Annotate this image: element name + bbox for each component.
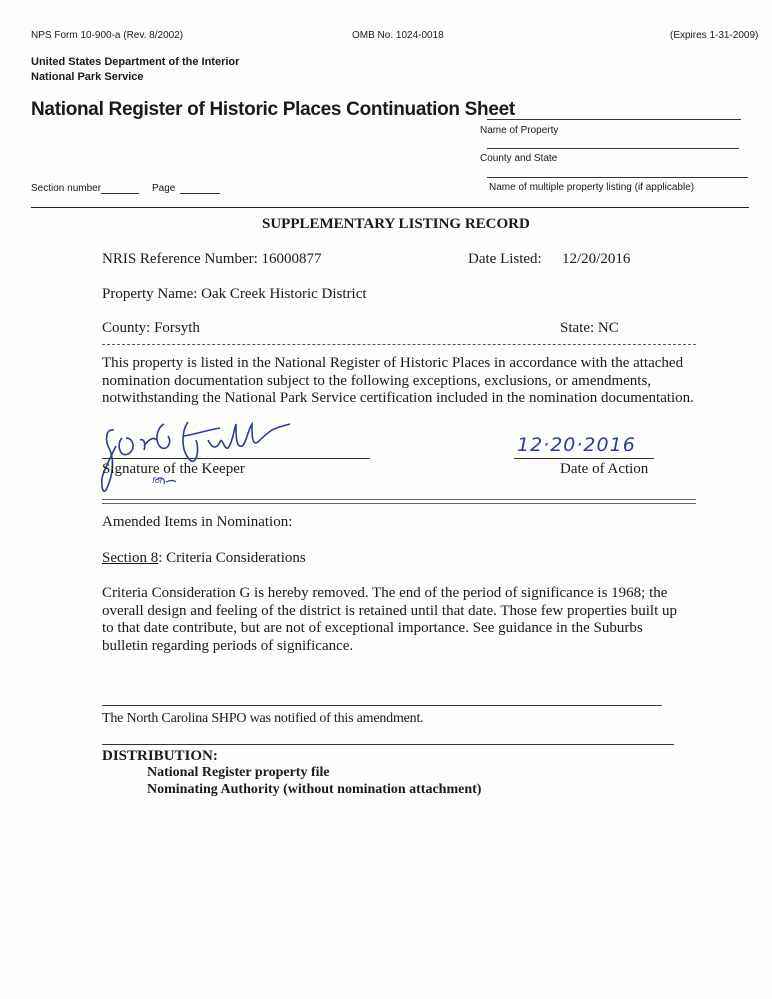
omb-number: OMB No. 1024-0018 [352,30,444,41]
page-label: Page [152,183,176,194]
date-of-action-line [514,458,654,459]
date-listed-label: Date Listed: [468,251,542,267]
signature-label: Signature of the Keeper [102,461,245,477]
statement-line: notwithstanding the National Park Service certification included in the nomination documentation. [102,390,694,406]
distribution-label: DISTRIBUTION: [102,748,218,764]
expiration-date: (Expires 1-31-2009) [670,30,759,41]
page-field [180,193,220,194]
distribution-top-line [102,744,674,745]
keeper-signature [96,410,296,500]
section-heading [102,550,306,567]
section-title: : Criteria Considerations [158,550,306,566]
header-divider [31,207,749,208]
state [560,320,619,337]
property-name [102,286,367,303]
property-name-label: Property Name: [102,286,198,302]
county-label: County: [102,320,151,336]
distribution-item: Nominating Authority (without nomination attachment) [147,782,482,797]
criteria-paragraph [102,585,677,655]
multiple-listing-line [487,177,748,178]
criteria-line: Criteria Consideration G is hereby removed. The end of the period of significance is 1968; the [102,585,668,601]
criteria-line: overall design and feeling of the district is retained until that date. Those few properties built up [102,602,677,619]
nris-reference [102,251,322,268]
county-value: Forsyth [154,320,200,336]
double-rule-separator [102,499,696,504]
page-title: National Register of Historic Places Continuation Sheet [31,99,515,120]
county [102,320,200,337]
record-heading: SUPPLEMENTARY LISTING RECORD [262,216,530,232]
name-of-property-line [487,119,741,120]
county-state-label: County and State [480,153,558,164]
nris-label: NRIS Reference Number: [102,251,258,267]
handwritten-date: 12·20·2016 [517,434,636,456]
dashed-separator [102,344,696,345]
department-name: United States Department of the Interior [31,56,240,68]
date-of-action-label: Date of Action [560,461,649,477]
certification-statement [102,355,694,408]
distribution-item: National Register property file [147,765,330,780]
section-number-field [101,193,139,194]
statement-line: nomination documentation subject to the following exceptions, exclusions, or amendments, [102,372,652,389]
section-number-heading: Section 8 [102,550,159,566]
shpo-top-line [102,705,662,706]
criteria-line: to that date contribute, but are not of exceptional importance. See guidance in the Suburbs [102,620,643,636]
name-of-property-label: Name of Property [480,125,559,136]
form-number: NPS Form 10-900-a (Rev. 8/2002) [31,30,184,41]
property-name-value: Oak Creek Historic District [201,286,367,302]
state-value: NC [597,320,619,336]
state-label: State: [560,320,595,336]
nris-value: 16000877 [261,251,322,267]
signature-for-note: for [152,476,163,485]
shpo-note: The North Carolina SHPO was notified of this amendment. [102,711,424,726]
agency-name: National Park Service [31,71,144,83]
multiple-listing-label: Name of multiple property listing (if applicable) [489,182,695,193]
amended-items-label: Amended Items in Nomination: [102,514,293,530]
criteria-line: bulletin regarding periods of significance. [102,637,354,654]
date-listed-value: 12/20/2016 [562,251,631,267]
section-number-label: Section number [31,183,102,194]
county-state-line [487,148,739,149]
statement-line: This property is listed in the National Register of Historic Places in accordance with the attached [102,355,684,371]
